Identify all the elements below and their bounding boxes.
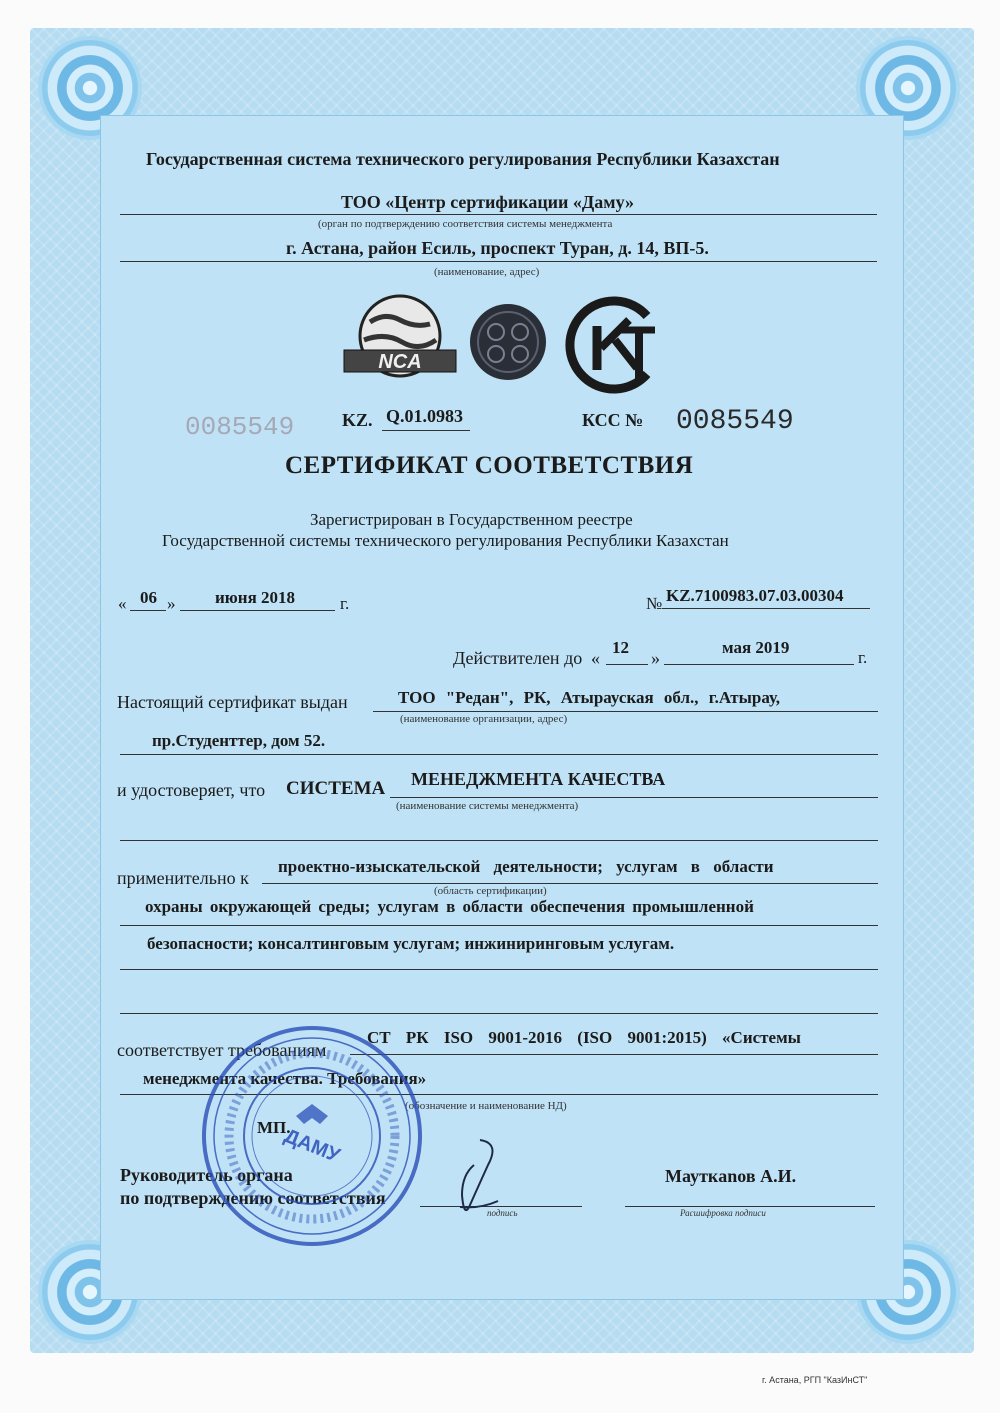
body-name: ТОО «Центр сертификации «Даму» [341,192,635,212]
faded-serial: 0085549 [185,412,295,442]
validity-quote-open: « [591,648,600,668]
crest-icon [296,1104,328,1124]
conformity-line-2: менеджмента качества. Требования» [143,1069,427,1088]
scope-caption: (область сертификации) [434,885,547,897]
certifies-label-bold: СИСТЕМА [286,778,386,799]
scope-line-1: проектно-изыскательской деятельности; услугам в области [278,857,774,876]
registry-line-2: Государственной системы технического регулирования Республики Казахстан [162,531,729,550]
validity-month-year: мая 2019 [722,638,790,657]
scope-label: применительно к [117,868,249,888]
certifies-label: и удостоверяет, что [117,780,266,800]
nca-globe-logo [340,292,460,392]
issue-month-year: июня 2018 [215,588,296,607]
head-name: Мауткanов А.И. [665,1166,797,1186]
hologram-seal [468,302,548,382]
handwritten-signature [440,1135,510,1225]
issued-to-line-1: ТОО "Редан", РК, Атырауская обл., г.Атырау, [398,688,781,707]
system-title: Государственная система технического регулирования Республики Казахстан [146,149,780,169]
validity-quote-close: » [651,648,660,668]
issue-quote-close: » [167,594,176,613]
head-title-line-1: Руководитель органа [120,1165,293,1185]
nca-logo-text: NCA [378,351,422,373]
rule [180,610,335,611]
kss-label: КСС № [582,410,644,430]
certificate-title: СЕРТИФИКАТ СООТВЕТСТВИЯ [285,452,694,479]
validity-label: Действителен до [453,648,583,668]
kss-number: 0085549 [676,406,794,437]
rule [120,754,878,755]
conformity-line-1: СТ РК ISO 9001-2016 (ISO 9001:2015) «Системы [367,1028,801,1047]
management-system: МЕНЕДЖМЕНТА КАЧЕСТВА [411,769,666,789]
rule [120,214,877,215]
issued-to-line-2: пр.Студенттер, дом 52. [152,731,326,750]
issued-to-caption: (наименование организации, адрес) [400,713,568,725]
conformity-label: соответствует требованиям [117,1040,327,1060]
scope-line-2: охраны окружающей среды; услугам в области обеспечения промышленной [145,897,754,916]
certificate-number: KZ.7100983.07.03.00304 [666,586,844,605]
printer-imprint: г. Астана, РГП "КазИнСТ" [762,1375,868,1385]
rule [350,1054,878,1055]
rule [120,840,878,841]
rule [625,1206,875,1207]
issued-to-label: Настоящий сертификат выдан [117,692,348,712]
validity-day: 12 [612,638,629,657]
signature-caption: подпись [487,1208,518,1218]
rule [373,711,878,712]
stamp-place-label: МП. [257,1118,291,1137]
kz-label: KZ. [342,410,373,430]
rule [120,925,878,926]
rule [120,1013,878,1014]
official-round-stamp [196,1020,428,1252]
kst-conformity-mark [555,290,665,400]
rule [130,610,166,611]
issue-day: 06 [140,588,157,607]
address: г. Астана, район Есиль, проспект Туран, д. 14, ВП-5. [286,238,709,258]
address-caption: (наименование, адрес) [434,266,540,278]
issue-number-label: № [646,594,663,613]
rule [382,430,470,431]
head-title-line-2: по подтверждению соответствия [120,1188,386,1208]
rule [262,883,878,884]
rule [120,969,878,970]
issue-quote-open: « [118,594,127,613]
issue-year-suffix: г. [340,594,350,613]
kz-value: Q.01.0983 [386,406,464,426]
body-caption: (орган по подтверждению соответствия системы менеджмента [318,218,613,230]
rule [390,797,878,798]
validity-year-suffix: г. [858,648,868,667]
rule [606,664,648,665]
stamp-center-text: ДАМУ [281,1124,343,1168]
rule [664,664,854,665]
scope-line-3: безопасности; консалтинговым услугам; инжиниринговым услугам. [147,934,675,953]
certifies-caption: (наименование системы менеджмента) [396,800,579,812]
rule [120,261,877,262]
name-caption: Расшифровка подписи [680,1208,766,1218]
conformity-caption: (обозначение и наименование НД) [405,1100,567,1112]
registry-line-1: Зарегистрирован в Государственном реестре [310,510,633,529]
rule [662,608,870,609]
